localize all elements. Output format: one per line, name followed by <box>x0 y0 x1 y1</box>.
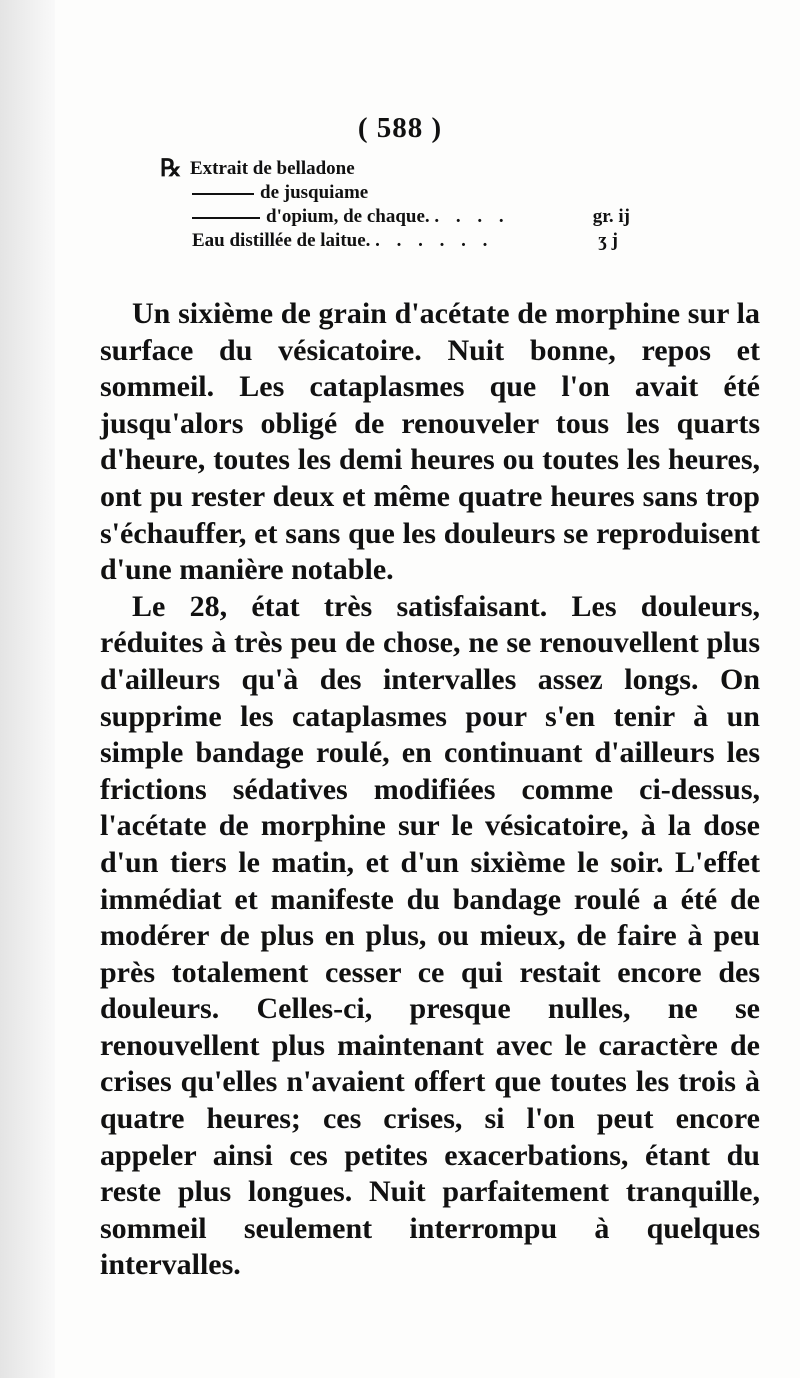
prescription-formula <box>160 157 630 253</box>
leader-dots: . . . . <box>434 206 510 227</box>
recipe-symbol: ℞ <box>160 156 182 182</box>
formula-line-2 <box>160 181 630 205</box>
formula-line-4 <box>160 229 630 253</box>
formula-dose: ʒ j <box>598 230 618 251</box>
paragraph: Un sixième de grain d'acétate de morphine sur la surface du vésicatoire. Nuit bonne, repos et sommeil. Les cataplasmes que l'on avait été jusqu'alors obligé de renouveler tous les quarts d'heure, toutes les demi heures ou toutes les heures, ont pu rester deux et même quatre heures sans trop s'échauffer, et sans que les douleurs se reproduisent d'une manière notable. <box>100 297 760 587</box>
ditto-dash <box>192 217 260 219</box>
ditto-dash <box>192 193 254 195</box>
formula-line-1 <box>160 157 630 181</box>
formula-line-3 <box>160 205 630 229</box>
leader-dots: . . . . . . <box>375 230 494 251</box>
page-shadow-edge <box>0 0 55 1378</box>
formula-ingredient: Extrait de belladone <box>190 158 355 179</box>
paragraph: Le 28, état très satisfaisant. Les douleurs, réduites à très peu de chose, ne se renouvellent plus d'ailleurs qu'à des intervalles assez longs. On supprime les cataplasmes pour s'en tenir à un simple bandage roulé, en continuant d'ailleurs les frictions sédatives modifiées comme ci-dessus, l'acétate de morphine sur le vésicatoire, à la dose d'un tiers le matin, et d'un sixième le soir. L'effet immédiat et manifeste du bandage roulé a été de modérer de plus en plus, ou mieux, de faire à peu près totalement cesser ce qui restait encore des douleurs. Celles-ci, presque nulles, ne se renouvellent plus maintenant avec le caractère de crises qu'elles n'avaient offert que toutes les trois à quatre heures; ces crises, si l'on peut encore appeler ainsi ces petites exacerbations, étant du reste plus longues. Nuit parfaitement tranquille, sommeil seulement interrompu à quelques intervalles. <box>100 589 760 1282</box>
formula-ingredient: de jusquiame <box>260 182 369 203</box>
formula-ingredient: d'opium, de chaque. <box>266 206 430 227</box>
formula-dose: gr. ij <box>592 206 630 227</box>
formula-ingredient: Eau distillée de laitue. <box>192 230 371 251</box>
page-number: ( 588 ) <box>357 112 443 144</box>
page-body-text <box>100 296 760 1284</box>
